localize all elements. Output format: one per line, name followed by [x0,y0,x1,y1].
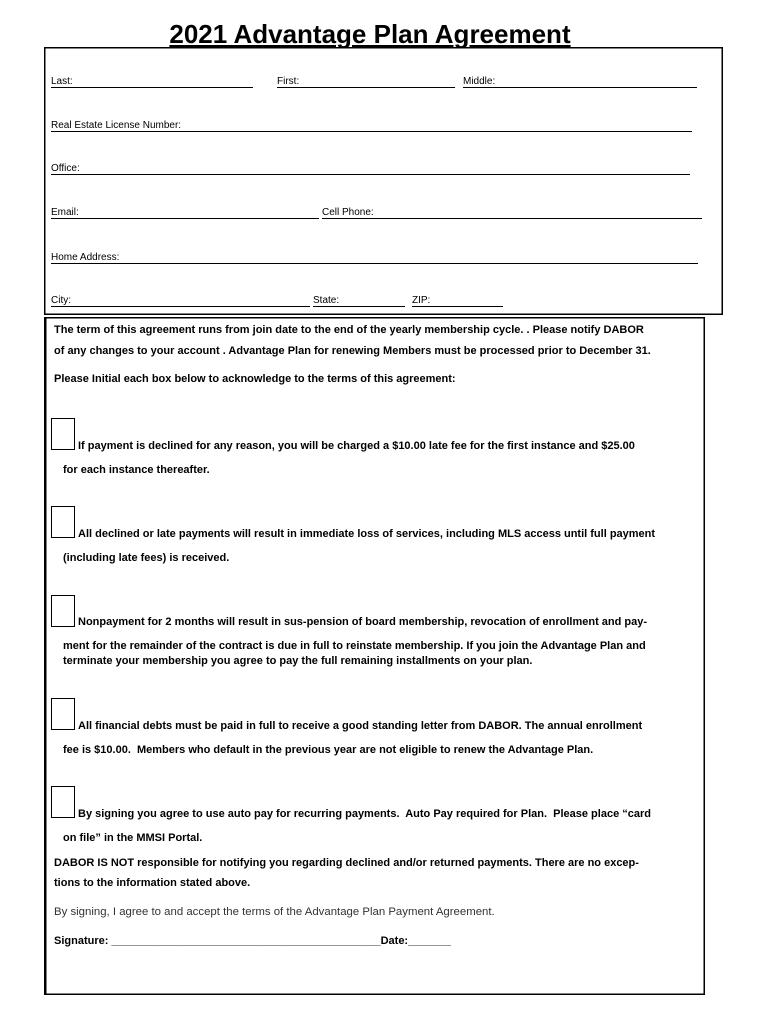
document-title: 2021 Advantage Plan Agreement [169,19,571,49]
term-item-nonpayment [51,595,676,668]
signature-field[interactable]: ____________________________________________ [111,935,381,947]
first-name-label: First: [277,76,300,87]
home-address-label: Home Address: [51,252,120,263]
cell-phone-label: Cell Phone: [322,207,374,218]
initial-instruction: Please Initial each box below to acknowledge to the terms of this agreement: [54,373,456,385]
license-number-field[interactable] [51,120,692,132]
term-item-auto-pay [51,786,676,845]
license-number-label: Real Estate License Number: [51,120,182,131]
initial-box-financial-debts[interactable] [51,698,75,730]
email-label: Email: [51,207,79,218]
office-label: Office: [51,163,80,174]
acceptance-statement: By signing, I agree to and accept the terms of the Advantage Plan Payment Agreement. [54,906,495,918]
term-text-line: Nonpayment for 2 months will result in sus-pension of board membership, revocation of enrollment and pay- [78,616,648,628]
cell-phone-field[interactable] [322,207,702,219]
term-item-late-fee [51,418,676,477]
term-text-line: (including late fees) is received. [63,552,230,564]
middle-name-label: Middle: [463,76,496,87]
term-item-financial-debts [51,698,676,757]
term-text-line: All financial debts must be paid in full to receive a good standing letter from DABOR. The annual enrollment [78,720,643,732]
last-name-field[interactable] [51,76,253,88]
initial-box-loss-of-services[interactable] [51,506,75,538]
terms-intro-line-1: The term of this agreement runs from join date to the end of the yearly membership cycle. . Please notify DABOR [54,324,644,336]
office-field[interactable] [51,163,690,175]
initial-box-auto-pay[interactable] [51,786,75,818]
first-name-field[interactable] [277,76,455,88]
terms-section [44,317,705,995]
term-text-line: on file” in the MMSI Portal. [63,832,203,844]
initial-box-late-fee[interactable] [51,418,75,450]
term-text-line: terminate your membership you agree to pay the full remaining installments on your plan. [63,655,533,667]
member-info-section [44,47,723,315]
initial-box-nonpayment[interactable] [51,595,75,627]
signature-row [54,934,451,948]
home-address-field[interactable] [51,252,698,264]
term-item-loss-of-services [51,506,676,565]
city-label: City: [51,295,71,306]
term-text-line: If payment is declined for any reason, you will be charged a $10.00 late fee for the first instance and $25.00 [78,440,635,452]
state-field[interactable] [313,295,405,307]
term-text-line: All declined or late payments will result in immediate loss of services, including MLS access until full payment [78,528,656,540]
term-text-line: for each instance thereafter. [63,464,210,476]
signature-label: Signature: [54,935,109,947]
term-text-line: By signing you agree to use auto pay for recurring payments. Auto Pay required for Plan. Please place “card [78,808,651,820]
date-label: Date: [380,935,409,947]
email-field[interactable] [51,207,319,219]
term-text-line: ment for the remainder of the contract is due in full to reinstate membership. If you join the Advantage Plan and [63,640,646,652]
disclaimer-line-1: DABOR IS NOT responsible for notifying you regarding declined and/or returned payments. There are no excep- [54,857,639,869]
state-label: State: [313,295,340,306]
disclaimer-line-2: tions to the information stated above. [54,877,251,889]
zip-field[interactable] [412,295,503,307]
last-name-label: Last: [51,76,73,87]
middle-name-field[interactable] [463,76,697,88]
city-field[interactable] [51,295,310,307]
term-text-line: fee is $10.00. Members who default in the previous year are not eligible to renew the Advantage Plan. [63,744,594,756]
terms-intro-line-2: of any changes to your account . Advantage Plan for renewing Members must be processed prior to December 31. [54,345,651,357]
zip-label: ZIP: [412,295,431,306]
date-field[interactable]: _______ [408,935,451,947]
